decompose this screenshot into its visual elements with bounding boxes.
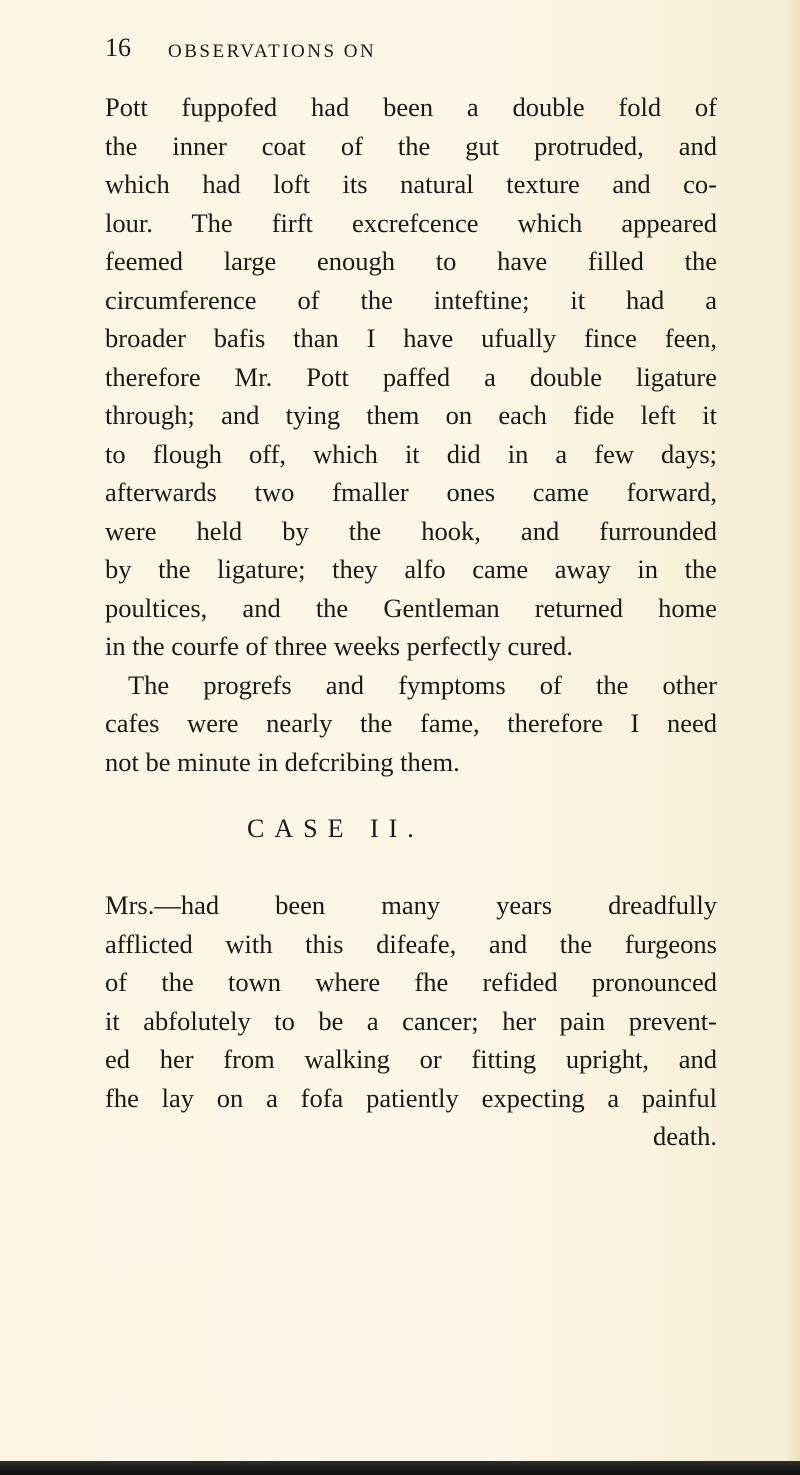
text-line: death.: [652, 1121, 717, 1151]
text-line: the inner coat of the gut protruded, and: [105, 130, 717, 161]
text-line: fhe lay on a fofa patiently expecting a painful: [105, 1082, 717, 1113]
text-line: of the town where fhe refided pronounced: [105, 967, 717, 997]
text-line: it abfolutely to be a cancer; her pain prevent-: [105, 1005, 717, 1036]
text-line: therefore Mr. Pott paffed a double ligature: [105, 361, 717, 392]
text-line: Pott fuppofed had been a double fold of: [105, 92, 717, 122]
page-header: [105, 33, 665, 73]
page-edge-shadow: [786, 0, 800, 1475]
text-line: poultices, and the Gentleman returned home: [105, 592, 717, 623]
text-line: Mrs.—had been many years dreadfully: [105, 890, 717, 920]
text-line: broader bafis than I have ufually fince feen,: [105, 323, 717, 353]
running-head: OBSERVATIONS ON: [168, 41, 377, 62]
text-line: were held by the hook, and furrounded: [105, 515, 717, 546]
text-line: ed her from walking or fitting upright, and: [105, 1044, 717, 1074]
text-line: circumference of the inteftine; it had a: [105, 284, 717, 315]
text-line: in the courfe of three weeks perfectly cured.: [105, 631, 573, 661]
paragraph-case-two: [105, 886, 717, 1156]
text-line: which had loft its natural texture and co-: [105, 169, 717, 199]
text-line: by the ligature; they alfo came away in the: [105, 554, 717, 584]
text-line: feemed large enough to have filled the: [105, 246, 717, 276]
text-line: The progrefs and fymptoms of the other: [128, 669, 717, 700]
paragraph-pott-case: [105, 88, 717, 781]
page-number: 16: [105, 33, 131, 62]
text-line: to flough off, which it did in a few days;: [105, 438, 717, 469]
text-line: lour. The firft excrefcence which appeared: [105, 207, 717, 238]
text-line: afterwards two fmaller ones came forward,: [105, 477, 717, 507]
text-line: afflicted with this difeafe, and the furgeons: [105, 928, 717, 959]
text-line: cafes were nearly the fame, therefore I need: [105, 708, 717, 738]
text-line: not be minute in defcribing them.: [105, 746, 460, 777]
text-line: through; and tying them on each fide left it: [105, 400, 717, 430]
case-heading: CASE II.: [247, 814, 424, 843]
scan-bottom-edge: [0, 1461, 800, 1475]
